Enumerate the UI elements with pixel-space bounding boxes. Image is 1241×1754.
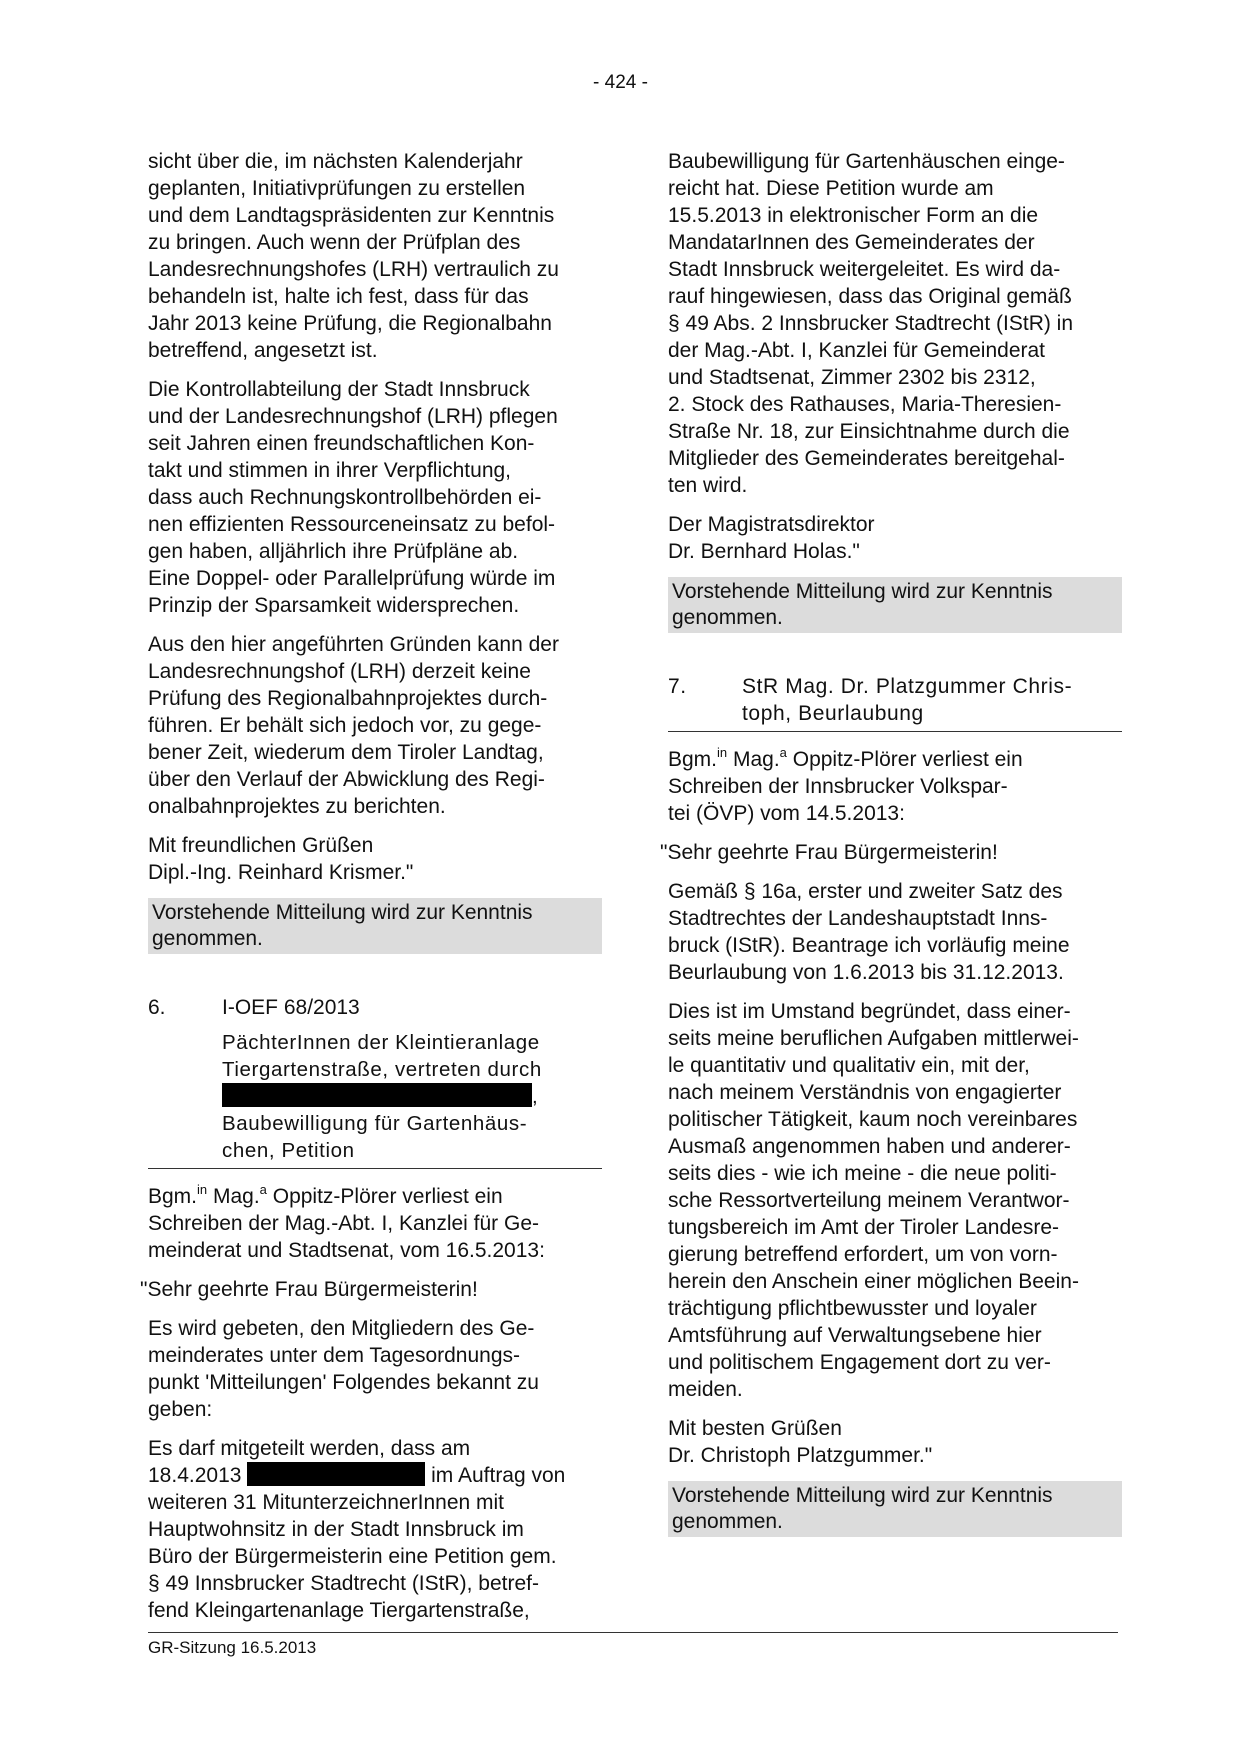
- text-line: punkt 'Mitteilungen' Folgendes bekannt zu: [148, 1371, 539, 1394]
- text-line: meinderates unter dem Tagesordnungs-: [148, 1344, 521, 1367]
- text-fragment: im Auftrag von: [431, 1464, 566, 1487]
- text-line: Es darf mitgeteilt werden, dass am: [148, 1437, 471, 1460]
- text-line: § 49 Abs. 2 Innsbrucker Stadtrecht (IStR) in: [668, 312, 1074, 335]
- salutation: [140, 1276, 602, 1303]
- text-line: meiden.: [668, 1378, 743, 1401]
- text-line: fend Kleingartenanlage Tiergartenstraße,: [148, 1599, 530, 1622]
- text-line: und der Landesrechnungshof (LRH) pflegen: [148, 405, 558, 428]
- text-line: betreffend, angesetzt ist.: [148, 339, 378, 362]
- notice-box: [668, 1481, 1122, 1537]
- notice-line: genommen.: [152, 927, 263, 950]
- text-line: behandeln ist, halte ich fest, dass für das: [148, 285, 529, 308]
- left-paragraph-7: [148, 1315, 602, 1423]
- right-signature-1: [668, 511, 1122, 565]
- text-line: führen. Er behält sich jedoch vor, zu gege-: [148, 714, 542, 737]
- superscript: a: [259, 1182, 267, 1197]
- text-fragment: Bgm.: [668, 748, 718, 771]
- text-line: gierung betreffend erfordert, um von vorn-: [668, 1243, 1058, 1266]
- text-line: und politischem Engagement dort zu ver-: [668, 1351, 1051, 1374]
- item-code: I-OEF 68/2013: [222, 996, 360, 1019]
- text-line: zu bringen. Auch wenn der Prüfplan des: [148, 231, 521, 254]
- text-line: über den Verlauf der Abwicklung des Regi-: [148, 768, 545, 791]
- left-paragraph-1: [148, 148, 602, 364]
- text-line: ten wird.: [668, 474, 748, 497]
- text-line: geben:: [148, 1398, 213, 1421]
- text-line: tei (ÖVP) vom 14.5.2013:: [668, 802, 905, 825]
- left-paragraph-5: [148, 1183, 602, 1264]
- text-line: dass auch Rechnungskontrollbehörden ei-: [148, 486, 542, 509]
- item-divider: [668, 731, 1122, 732]
- text-line: reicht hat. Diese Petition wurde am: [668, 177, 994, 200]
- text-line: und dem Landtagspräsidenten zur Kenntnis: [148, 204, 555, 227]
- notice-box: [148, 898, 602, 954]
- text-line: und Stadtsenat, Zimmer 2302 bis 2312,: [668, 366, 1036, 389]
- text-line: Prüfung des Regionalbahnprojektes durch-: [148, 687, 548, 710]
- item-subject-line: chen, Petition: [222, 1139, 355, 1162]
- superscript: in: [197, 1182, 208, 1197]
- text-line: Der Magistratsdirektor: [668, 513, 875, 536]
- text-line: rauf hingewiesen, dass das Original gemäß: [668, 285, 1072, 308]
- text-line: Es wird gebeten, den Mitgliedern des Ge-: [148, 1317, 535, 1340]
- text-line: Hauptwohnsitz in der Stadt Innsbruck im: [148, 1518, 524, 1541]
- text-line: der Mag.-Abt. I, Kanzlei für Gemeinderat: [668, 339, 1046, 362]
- superscript: a: [779, 745, 787, 760]
- item-subject-line: Baubewilligung für Gartenhäus-: [222, 1112, 528, 1135]
- text-line: Gemäß § 16a, erster und zweiter Satz des: [668, 880, 1063, 903]
- text-line: Büro der Bürgermeisterin eine Petition gem.: [148, 1545, 557, 1568]
- left-column: [140, 148, 602, 1636]
- text-line: Dr. Christoph Platzgummer.": [668, 1444, 933, 1467]
- text-line: Eine Doppel- oder Parallelprüfung würde im: [148, 567, 556, 590]
- item-subject-line: StR Mag. Dr. Platzgummer Chris-: [742, 675, 1073, 698]
- right-column: [660, 148, 1122, 1537]
- text-line: Mitglieder des Gemeinderates bereitgehal-: [668, 447, 1065, 470]
- notice-line: genommen.: [672, 606, 783, 629]
- text-line: 2. Stock des Rathauses, Maria-Theresien-: [668, 393, 1062, 416]
- text-line: Jahr 2013 keine Prüfung, die Regionalbahn: [148, 312, 552, 335]
- text-line: seits meine beruflichen Aufgaben mittlerwei-: [668, 1027, 1079, 1050]
- text-fragment: Oppitz-Plörer verliest ein: [266, 1185, 503, 1208]
- text-line: Stadt Innsbruck weitergeleitet. Es wird da-: [668, 258, 1061, 281]
- text-line: sche Ressortverteilung meinem Verantwor-: [668, 1189, 1070, 1212]
- notice-line: Vorstehende Mitteilung wird zur Kenntnis: [672, 1484, 1053, 1507]
- notice-line: genommen.: [672, 1510, 783, 1533]
- right-paragraph-5: [668, 878, 1122, 986]
- item-number: 6.: [148, 996, 166, 1019]
- right-paragraph-1: [668, 148, 1122, 499]
- right-paragraph-3: [668, 746, 1122, 827]
- redaction-bar: [247, 1462, 425, 1486]
- item-subject-line: PächterInnen der Kleintieranlage: [222, 1031, 540, 1054]
- superscript: in: [717, 745, 728, 760]
- text-line: meinderat und Stadtsenat, vom 16.5.2013:: [148, 1239, 545, 1262]
- text-line: Aus den hier angeführten Gründen kann der: [148, 633, 559, 656]
- text-line: nen effizienten Ressourceneinsatz zu befol-: [148, 513, 556, 536]
- text-line: gen haben, alljährlich ihre Prüfpläne ab.: [148, 540, 519, 563]
- footer-divider: [148, 1632, 1118, 1633]
- page-number: - 424 -: [593, 72, 648, 93]
- text-line: MandatarInnen des Gemeinderates der: [668, 231, 1035, 254]
- text-line: "Sehr geehrte Frau Bürgermeisterin!: [140, 1278, 478, 1301]
- text-line: weiteren 31 MitunterzeichnerInnen mit: [148, 1491, 505, 1514]
- salutation: [660, 839, 1122, 866]
- text-line: 15.5.2013 in elektronischer Form an die: [668, 204, 1039, 227]
- left-signature: [148, 832, 602, 886]
- text-line: Landesrechnungshofes (LRH) vertraulich zu: [148, 258, 559, 281]
- agenda-item-7: [668, 673, 1122, 727]
- text-line: Baubewilligung für Gartenhäuschen einge-: [668, 150, 1065, 173]
- agenda-item-6: [148, 994, 602, 1164]
- text-line: Dies ist im Umstand begründet, dass einer-: [668, 1000, 1071, 1023]
- text-line: "Sehr geehrte Frau Bürgermeisterin!: [660, 841, 998, 864]
- text-line: Schreiben der Mag.-Abt. I, Kanzlei für Ge-: [148, 1212, 540, 1235]
- redaction-bar: [222, 1083, 532, 1107]
- notice-line: Vorstehende Mitteilung wird zur Kenntnis: [672, 580, 1053, 603]
- text-line: Dipl.-Ing. Reinhard Krismer.": [148, 861, 414, 884]
- item-subject-line: toph, Beurlaubung: [742, 702, 924, 725]
- text-line: tungsbereich im Amt der Tiroler Landesre-: [668, 1216, 1060, 1239]
- notice-line: Vorstehende Mitteilung wird zur Kenntnis: [152, 901, 533, 924]
- text-line: Die Kontrollabteilung der Stadt Innsbruck: [148, 378, 530, 401]
- text-line: Beurlaubung von 1.6.2013 bis 31.12.2013.: [668, 961, 1064, 984]
- item-divider: [148, 1168, 602, 1169]
- text-line: Schreiben der Innsbrucker Volkspar-: [668, 775, 1008, 798]
- text-fragment: Mag.: [207, 1185, 260, 1208]
- text-fragment: Bgm.: [148, 1185, 198, 1208]
- text-line: Straße Nr. 18, zur Einsichtnahme durch die: [668, 420, 1070, 443]
- text-line: [668, 746, 1122, 773]
- text-line: seits dies - wie ich meine - die neue politi-: [668, 1162, 1057, 1185]
- text-line: [148, 1183, 602, 1210]
- text-line: bener Zeit, wiederum dem Tiroler Landtag,: [148, 741, 544, 764]
- left-paragraph-2: [148, 376, 602, 619]
- text-line: Dr. Bernhard Holas.": [668, 540, 860, 563]
- text-line: herein den Anschein einer möglichen Beein-: [668, 1270, 1079, 1293]
- item-subject-line: [222, 1083, 602, 1110]
- right-signature-2: [668, 1415, 1122, 1469]
- text-fragment: 18.4.2013: [148, 1464, 242, 1487]
- item-subject: [222, 1029, 602, 1164]
- text-line: le quantitativ und qualitativ ein, mit der,: [668, 1054, 1030, 1077]
- left-paragraph-8: [148, 1435, 602, 1624]
- text-line: sicht über die, im nächsten Kalenderjahr: [148, 150, 523, 173]
- text-line: trächtigung pflichtbewusster und loyaler: [668, 1297, 1037, 1320]
- text-line: Landesrechnungshof (LRH) derzeit keine: [148, 660, 531, 683]
- right-paragraph-6: [668, 998, 1122, 1403]
- text-line: Ausmaß angenommen haben und anderer-: [668, 1135, 1071, 1158]
- text-line: politischer Tätigkeit, kaum noch vereinbares: [668, 1108, 1078, 1131]
- text-line: onalbahnprojektes zu berichten.: [148, 795, 446, 818]
- text-line: Stadtrechtes der Landeshauptstadt Inns-: [668, 907, 1048, 930]
- text-line: [148, 1462, 602, 1489]
- text-line: Amtsführung auf Verwaltungsebene hier: [668, 1324, 1042, 1347]
- text-fragment: Mag.: [727, 748, 780, 771]
- text-fragment: Oppitz-Plörer verliest ein: [786, 748, 1023, 771]
- text-line: § 49 Innsbrucker Stadtrecht (IStR), betref-: [148, 1572, 540, 1595]
- footer-text: GR-Sitzung 16.5.2013: [148, 1638, 317, 1657]
- text-line: seit Jahren einen freundschaftlichen Kon-: [148, 432, 535, 455]
- text-line: Mit besten Grüßen: [668, 1417, 842, 1440]
- text-line: Mit freundlichen Grüßen: [148, 834, 374, 857]
- item-number: 7.: [668, 675, 687, 698]
- text-line: Prinzip der Sparsamkeit widersprechen.: [148, 594, 520, 617]
- text-line: nach meinem Verständnis von engagierter: [668, 1081, 1062, 1104]
- left-paragraph-3: [148, 631, 602, 820]
- item-subject-comma: ,: [532, 1085, 539, 1108]
- text-line: takt und stimmen in ihrer Verpflichtung,: [148, 459, 512, 482]
- item-subject-line: Tiergartenstraße, vertreten durch: [222, 1058, 542, 1081]
- text-line: geplanten, Initiativprüfungen zu erstellen: [148, 177, 526, 200]
- notice-box: [668, 577, 1122, 633]
- text-line: bruck (IStR). Beantrage ich vorläufig meine: [668, 934, 1070, 957]
